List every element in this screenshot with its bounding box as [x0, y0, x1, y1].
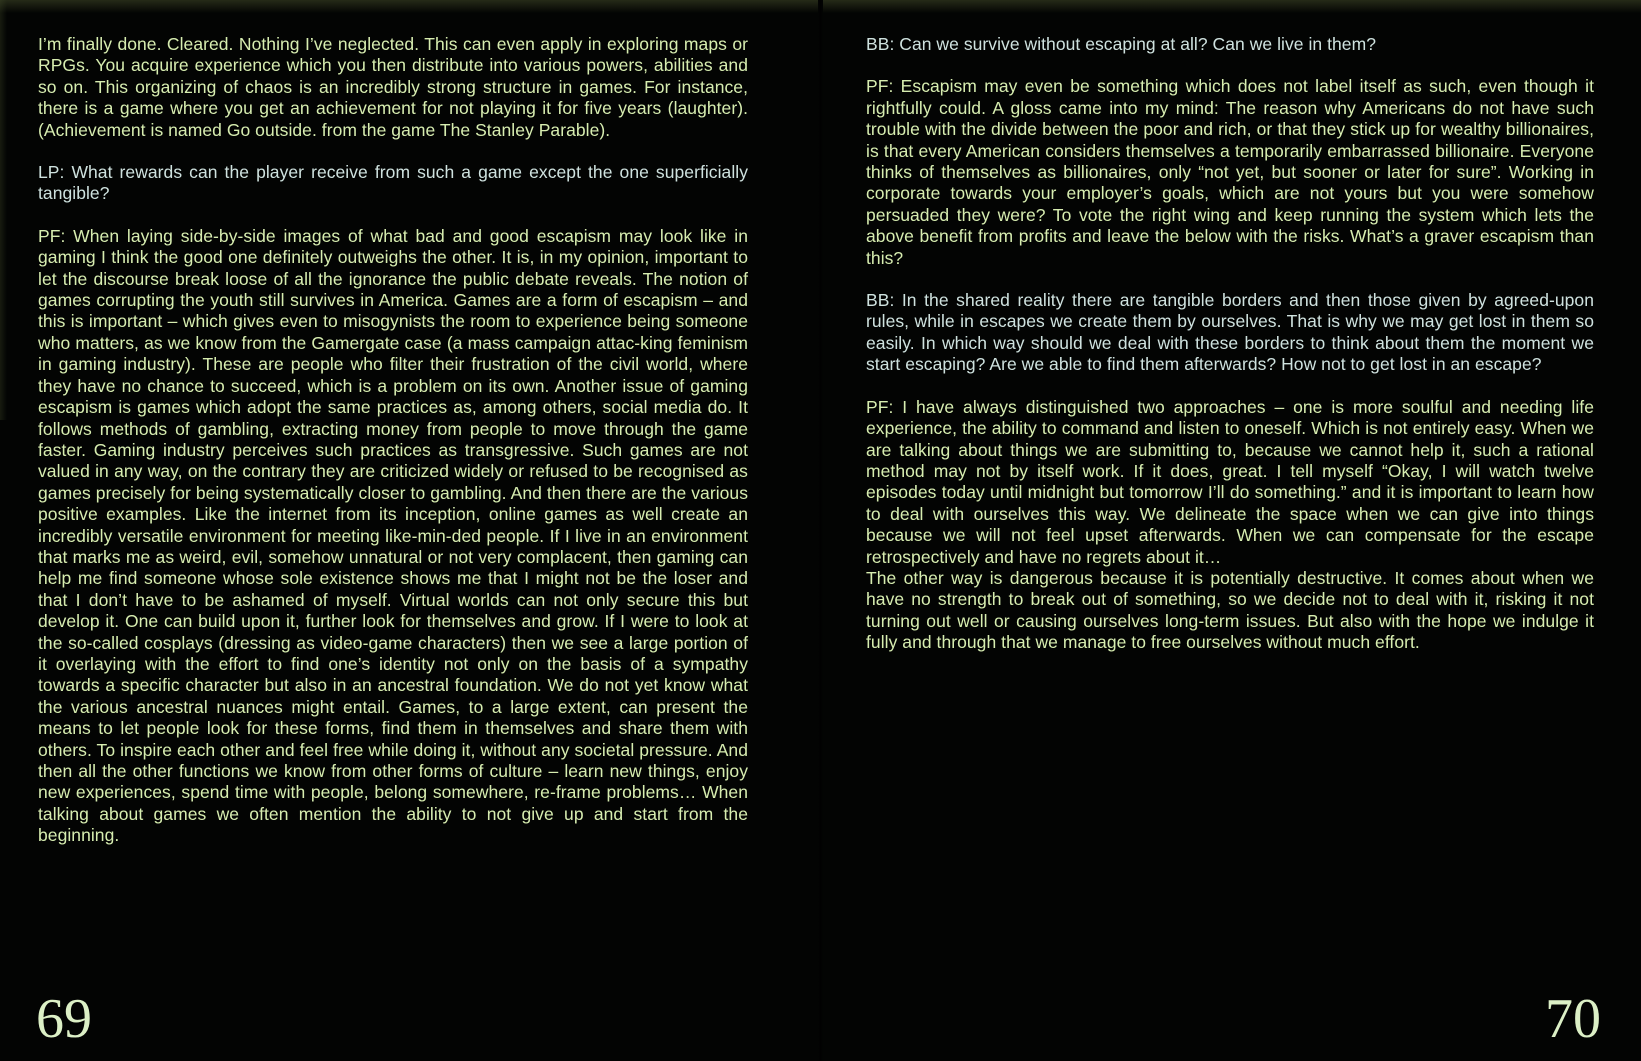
interview-question-paragraph: [866, 34, 1594, 55]
page-right: [823, 0, 1641, 1061]
paragraph-segment: I’m finally done. Cleared. Nothing I’ve neglected. This can even apply in exploring maps or RPGs. You acquire experience which you then distribute into various powers, abilities and so on. This organizing of chaos is an incredibly strong structure in games. For instance, there is a game where you get an achievement for not playing it for five years (laughter). (Achievement is named Go outside. from the game The Stanley Parable).: [38, 34, 748, 140]
page-number-right: 70: [1545, 988, 1601, 1050]
right-text-column: [866, 34, 1594, 675]
paragraph-segment: LP: What rewards can the player receive from such a game except the one superficially tangible?: [38, 162, 748, 204]
interview-question-paragraph: [866, 290, 1594, 376]
interview-answer-paragraph: [38, 34, 748, 141]
interview-answer-paragraph: [38, 226, 748, 847]
left-text-column: [38, 34, 748, 868]
page-number-left: 69: [36, 988, 92, 1050]
interview-answer-paragraph: [866, 76, 1594, 269]
paragraph-segment: PF: When laying side-by-side images of what bad and good escapism may look like in gaming I think the good one definitely outweighs the other. It is, in my opinion, important to let the discourse break loose of all the ignorance the public debate reveals. The notion of games corrupting the youth still survives in America. Games are a form of escapism – and this is important – which gives even to misogynists the room to experience being someone who matters, as we know from the Gamergate case (a mass campaign attac-king feminism in gaming industry). These are people who filter their frustration of the civil world, where they have no chance to succeed, which is a problem on its own. Another issue of gaming escapism is games which adopt the same practices as, among others, social media do. It follows methods of gambling, extracting money from people to move through the game faster. Gaming industry perceives such practices as transgressive. Such games are not valued in any way, on the contrary they are criticized widely or refused to be recognised as games precisely for being systematically closer to gambling. And then there are the various positive examples. Like the internet from its inception, online games as well create an incredibly versatile environment for meeting like-min-ded people. If I live in an environment that marks me as weird, evil, somehow unnatural or not very complacent, then gaming can help me find someone whose sole existence shows me that I might not be the loser and that I don’t have to be ashamed of myself. Virtual worlds can not only secure this but develop it. One can build upon it, further look for themselves and grow. If I were to look at the so-called cosplays (dressing as video-game characters) then we see a large portion of it overlaying with the effort to find one’s identity not only on the basis of a sympathy towards a specific character but also in an ancestral foundation. We do not yet know what the various ancestral nuances might entail. Games, to a large extent, can present the means to let people look for these forms, find them in themselves and share them with others. To inspire each other and feel free while doing it, without any societal pressure. And then all the other functions we know from other forms of culture – learn new things, enjoy new experiences, spend time with people, belong somewhere, re-frame problems… When talking about games we often mention the ability to not give up and start from the beginning.: [38, 225, 748, 846]
interview-answer-paragraph: [866, 397, 1594, 654]
page-left: [0, 0, 818, 1061]
paragraph-segment: The other way is dangerous because it is potentially destructive. It comes about when we have no strength to break out of something, so we decide not to deal with it, risking it not turning out well or causing ourselves long-term issues. But also with the hope we indulge it fully and through that we manage to free ourselves without much effort.: [866, 567, 1594, 653]
paragraph-segment: BB: In the shared reality there are tangible borders and then those given by agreed-upon rules, while in escapes we create them by ourselves. That is why we may get lost in them so easily. In which way should we deal with these borders to think about them the moment we start escaping? Are we able to find them afterwards? How not to get lost in an escape?: [866, 290, 1594, 375]
paragraph-segment: PF: I have always distinguished two approaches – one is more soulful and needing life experience, the ability to command and listen to oneself. Which is not entirely easy. When we are talking about things we are submitting to, because we cannot help it, such a rational method may not by itself work. If it does, great. I tell myself “Okay, I will watch twelve episodes today until midnight but tomorrow I’ll do something.” and it is important to learn how to deal with ourselves this way. We delineate the space when we can give into things because we will not feel upset afterwards. When we can compensate for the escape retrospectively and have no regrets about it…: [866, 396, 1594, 567]
paragraph-segment: BB: Can we survive without escaping at all? Can we live in them?: [866, 34, 1376, 54]
interview-question-paragraph: [38, 162, 748, 205]
paragraph-segment: PF: Escapism may even be something which does not label itself as such, even though it rightfully could. A gloss came into my mind: The reason why Americans do not have such trouble with the divide between the poor and rich, or that they stick up for wealthy billionaires, is that every American considers themselves a temporarily embarrassed billionaire. Everyone thinks of themselves as billionaires, only “not yet, but sooner or later for sure”. Working in corporate towards your employer’s goals, which are not yours but you were somehow persuaded they were? To vote the right wing and keep running the system which lets the above benefit from profits and leave the below with the risks. What’s a graver escapism than this?: [866, 76, 1594, 268]
